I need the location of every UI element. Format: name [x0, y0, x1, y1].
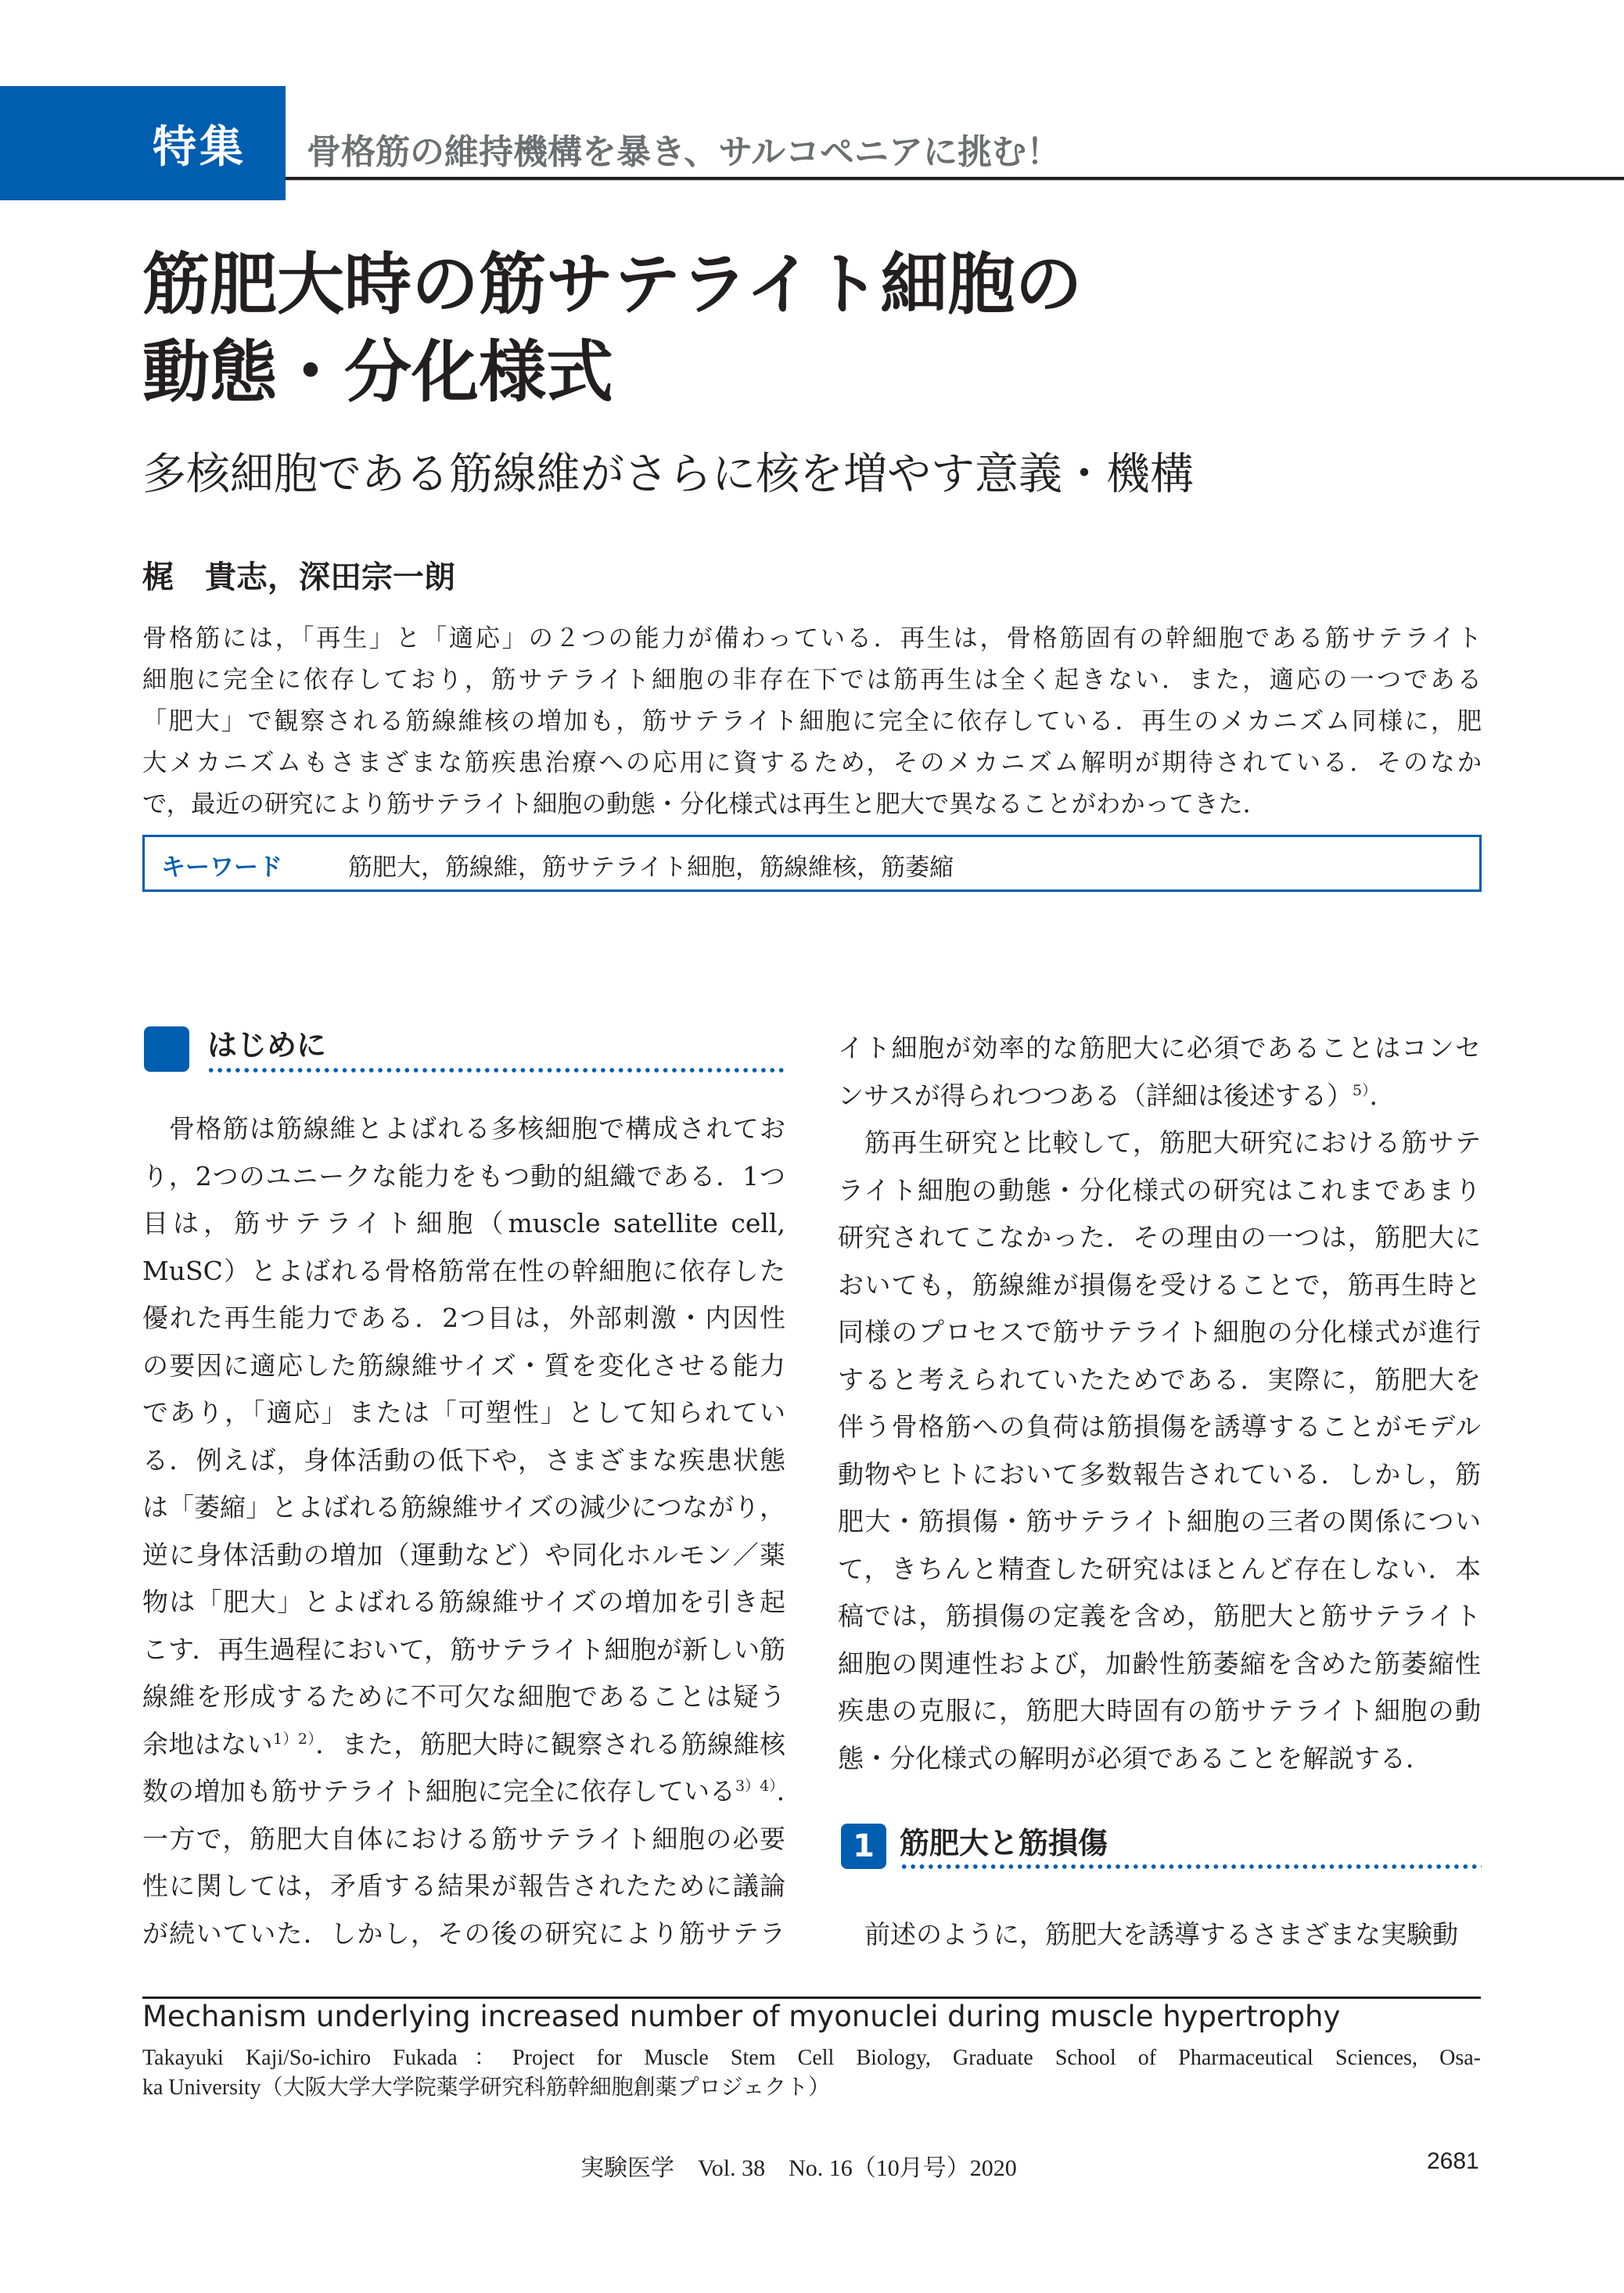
article-title-line: 動態・分化様式	[142, 333, 613, 412]
body-line: 同様のプロセスで筋サテライト細胞の分化様式が進行	[838, 1317, 1481, 1347]
body-text: 数の増加も筋サテライト細胞に完全に依存している	[142, 1776, 736, 1806]
body-line: 前述のように，筋肥大を誘導するさまざまな実験動	[864, 1919, 1458, 1950]
body-line-with-citation	[142, 1721, 785, 1769]
body-line-with-citation	[838, 1073, 1481, 1120]
body-line: 一方で，筋肥大自体における筋サテライト細胞の必要	[142, 1823, 785, 1854]
body-line: が続いていた．しかし，その後の研究により筋サテラ	[142, 1917, 785, 1949]
body-line: 性に関しては，矛盾する結果が報告されたために議論	[142, 1871, 785, 1901]
section-title-1: 筋肥大と筋損傷	[900, 1826, 1108, 1860]
section-dotted-rule	[207, 1068, 787, 1073]
body-text: ．また，筋肥大時に観察される筋線維核	[315, 1728, 785, 1759]
header-rule	[286, 177, 1624, 181]
body-line: 逆に身体活動の増加（運動など）や同化ホルモン／薬	[142, 1539, 785, 1570]
body-line: 動物やヒトにおいて多数報告されている．しかし，筋	[838, 1458, 1481, 1490]
body-line: 細胞の関連性および，加齢性筋萎縮を含めた筋萎縮性	[838, 1648, 1481, 1679]
body-line: る．例えば，身体活動の低下や，さまざまな疾患状態	[142, 1444, 785, 1475]
body-line: 研究されてこなかった．その理由の一つは，筋肥大に	[838, 1222, 1481, 1253]
body-line: て，きちんと精査した研究はほとんど存在しない．本	[838, 1553, 1481, 1584]
section-title-intro: はじめに	[207, 1028, 327, 1062]
body-text: ．	[1369, 1080, 1396, 1111]
body-line: 疾患の克服に，筋肥大時固有の筋サテライト細胞の動	[838, 1695, 1481, 1726]
special-feature-label: 特集	[153, 122, 246, 173]
body-text: ．	[776, 1776, 803, 1806]
citation-ref[interactable]: 1）2）	[272, 1730, 316, 1748]
body-line: の要因に適応した筋線維サイズ・質を変化させる能力	[142, 1350, 785, 1381]
section-dotted-rule	[900, 1864, 1482, 1869]
body-line: 態・分化様式の解明が必須であることを解説する．	[838, 1742, 1432, 1774]
affiliation-line: ka University（大阪大学大学院薬学研究科筋幹細胞創薬プロジェクト）	[142, 2076, 831, 2100]
right-column	[838, 1025, 1481, 1782]
citation-ref[interactable]: 3）4）	[735, 1777, 777, 1795]
journal-info: 実験医学 Vol. 38 No. 16（10月号）2020	[580, 2155, 1017, 2181]
body-line: 骨格筋は筋線維とよばれる多核細胞で構成されてお	[169, 1113, 785, 1144]
section-marker-icon	[144, 1026, 189, 1072]
body-line: 線維を形成するために不可欠な細胞であることは疑う	[142, 1681, 785, 1712]
abstract-line: 細胞に完全に依存しており，筋サテライト細胞の非存在下では筋再生は全く起きない．また，適応の一つである	[142, 666, 1482, 694]
left-column	[142, 1105, 803, 1957]
abstract	[142, 618, 1482, 825]
body-line-with-citation	[142, 1768, 803, 1816]
abstract-line: で，最近の研究により筋サテライト細胞の動態・分化様式は再生と肥大で異なることがわかってきた．	[142, 790, 1268, 818]
body-line: 肥大・筋損傷・筋サテライト細胞の三者の関係につい	[838, 1506, 1481, 1536]
section1-body	[838, 1911, 1481, 1959]
series-title: 骨格筋の維持機構を暴き、サルコペニアに挑む！	[307, 132, 1062, 172]
abstract-line: 「肥大」で観察される筋線維核の増加も，筋サテライト細胞に完全に依存している．再生のメカニズム同様に，肥	[142, 707, 1482, 735]
article-subtitle: 多核細胞である筋線維がさらに核を増やす意義・機構	[142, 449, 1194, 500]
body-text: ンサスが得られつつある（詳細は後述する）	[838, 1080, 1353, 1111]
citation-ref[interactable]: 5）	[1353, 1081, 1370, 1099]
article-title-line: 筋肥大時の筋サテライト細胞の	[142, 246, 1083, 324]
body-line: 稿では，筋損傷の定義を含め，筋肥大と筋サテライト	[838, 1601, 1481, 1631]
page-number: 2681	[1427, 2148, 1479, 2174]
keywords-list: 筋肥大，筋線維，筋サテライト細胞，筋線維核，筋萎縮	[348, 854, 954, 882]
abstract-line: 骨格筋には，「再生」と「適応」の２つの能力が備わっている．再生は，骨格筋固有の幹細胞である筋サテライト	[142, 624, 1482, 652]
affiliation-line: Takayuki Kaji/So-ichiro Fukada：Project for Muscle Stem Cell Biology, Graduate School of Pharmaceutical Sciences, Osa-	[142, 2046, 1481, 2070]
body-line: は「萎縮」とよばれる筋線維サイズの減少につながり，	[142, 1492, 785, 1522]
body-line: 優れた再生能力である．2つ目は，外部刺激・内因性	[142, 1303, 785, 1333]
section-number-badge: 1	[841, 1824, 886, 1869]
keywords-label: キーワード	[161, 854, 282, 882]
body-text: 余地はない	[142, 1728, 273, 1759]
body-line: 伴う骨格筋への負荷は筋損傷を誘導することがモデル	[838, 1411, 1481, 1442]
body-line: であり，「適応」または「可塑性」として知られてい	[142, 1397, 785, 1428]
body-line: 物は「肥大」とよばれる筋線維サイズの増加を引き起	[142, 1587, 785, 1617]
affiliation	[142, 2043, 1481, 2103]
body-line: 筋再生研究と比較して，筋肥大研究における筋サテ	[864, 1127, 1481, 1158]
body-line: おいても，筋線維が損傷を受けることで，筋再生時と	[838, 1269, 1481, 1300]
authors: 梶 貴志，深田宗一朗	[142, 559, 455, 595]
body-line: イト細胞が効率的な筋肥大に必須であることはコンセ	[838, 1033, 1481, 1063]
english-title: Mechanism underlying increased number of myonuclei during muscle hypertrophy	[142, 2000, 1341, 2033]
article-title	[142, 241, 1082, 416]
body-line: こす．再生過程において，筋サテライト細胞が新しい筋	[142, 1633, 785, 1665]
body-line: ライト細胞の動態・分化様式の研究はこれまであまり	[838, 1174, 1481, 1206]
footer-rule	[142, 1996, 1481, 1999]
abstract-line: 大メカニズムもさまざまな筋疾患治療への応用に資するため，そのメカニズム解明が期待されている．そのなか	[142, 749, 1482, 777]
body-line: り，2つのユニークな能力をもつ動的組織である．1つ	[142, 1160, 785, 1191]
body-line: MuSC）とよばれる骨格筋常在性の幹細胞に依存した	[142, 1255, 785, 1286]
body-line: 目は，筋サテライト細胞（muscle satellite cell,	[142, 1208, 785, 1238]
body-line: すると考えられていたためである．実際に，筋肥大を	[838, 1364, 1481, 1395]
special-feature-badge	[0, 86, 286, 200]
